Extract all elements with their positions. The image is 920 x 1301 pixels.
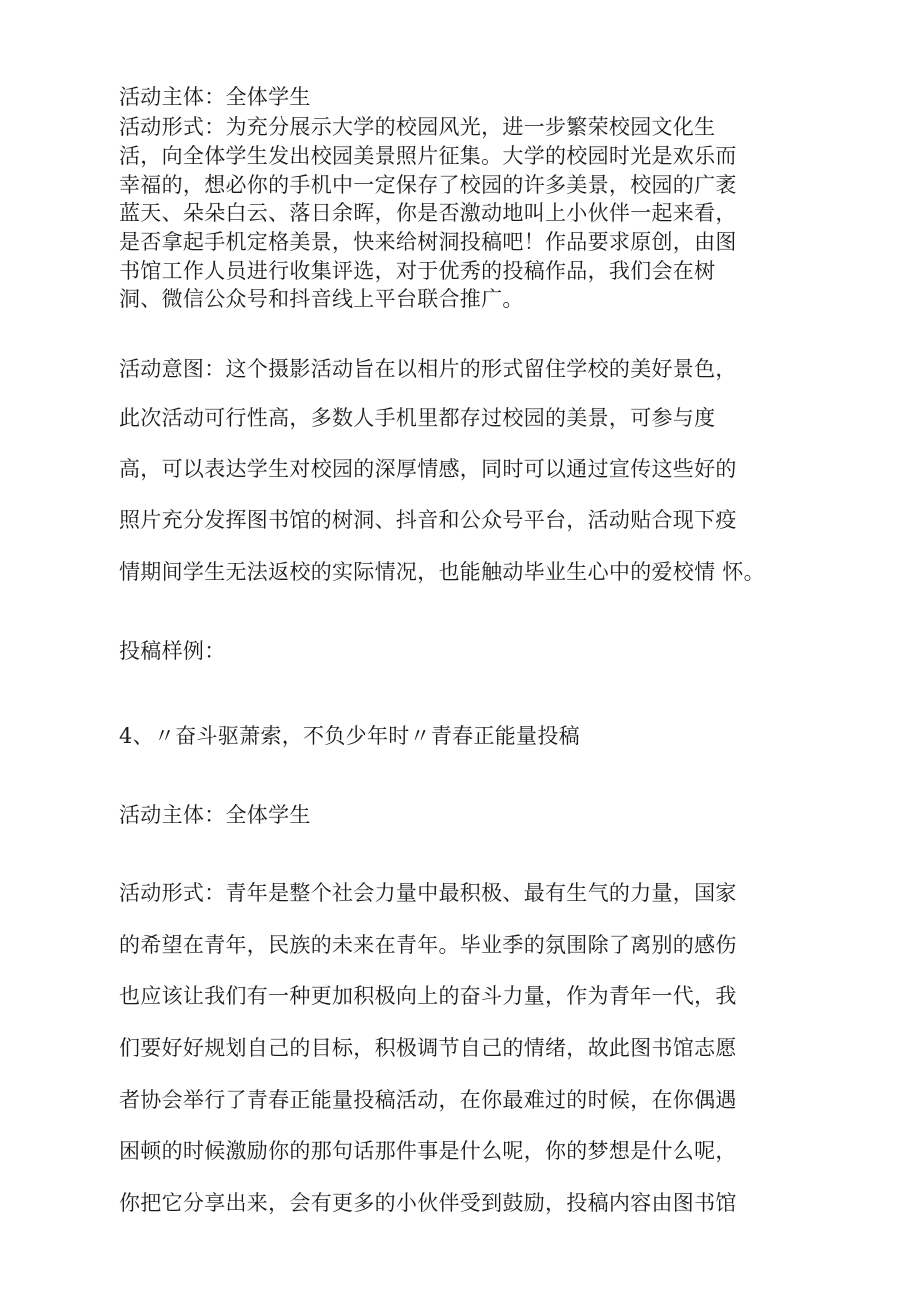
activity-form-line: 幸福的，想必你的手机中一定保存了校园的许多美景，校园的广袤: [119, 173, 737, 197]
activity-subject-2: 活动主体：全体学生: [119, 803, 311, 827]
section-4-form-line: 也应该让我们有一种更加积极向上的奋斗力量，作为青年一代，我: [119, 984, 737, 1008]
activity-intent-line: 活动意图：这个摄影活动旨在以相片的形式留住学校的美好景色，: [119, 357, 737, 381]
activity-subject-1: 活动主体：全体学生: [119, 85, 311, 109]
section-4-form-line: 活动形式：青年是整个社会力量中最积极、最有生气的力量，国家: [119, 881, 737, 905]
activity-form-line: 蓝天、朵朵白云、落日余晖，你是否激动地叫上小伙伴一起来看，: [119, 201, 737, 225]
submission-sample-label: 投稿样例：: [119, 639, 226, 663]
section-4-form-line: 的希望在青年，民族的未来在青年。毕业季的氛围除了离别的感伤: [119, 933, 737, 957]
activity-intent-line: 情期间学生无法返校的实际情况，也能触动毕业生心中的爱校情 怀。: [119, 560, 765, 584]
section-4-form-line: 们要好好规划自己的目标，积极调节自己的情绪，故此图书馆志愿: [119, 1036, 737, 1060]
section-4-heading: 4、〃奋斗驱萧索，不负少年时〃青春正能量投稿: [119, 724, 580, 748]
activity-form-line: 洞、微信公众号和抖音线上平台联合推广。: [119, 287, 524, 311]
activity-form-line: 活，向全体学生发出校园美景照片征集。大学的校园时光是欢乐而: [119, 144, 737, 168]
activity-form-line: 书馆工作人员进行收集评选，对于优秀的投稿作品，我们会在树: [119, 259, 716, 283]
activity-form-line: 活动形式：为充分展示大学的校园风光，进一步繁荣校园文化生: [119, 115, 716, 139]
section-4-form-line: 困顿的时候激励你的那句话那件事是什么呢，你的梦想是什么呢，: [119, 1139, 737, 1163]
activity-form-line: 是否拿起手机定格美景，快来给树洞投稿吧！作品要求原创，由图: [119, 230, 737, 254]
activity-intent-line: 此次活动可行性高，多数人手机里都存过校园的美景，可参与度: [119, 406, 716, 430]
activity-intent-line: 照片充分发挥图书馆的树洞、抖音和公众号平台，活动贴合现下疫: [119, 508, 737, 532]
section-4-form-line: 你把它分享出来，会有更多的小伙伴受到鼓励，投稿内容由图书馆: [119, 1191, 737, 1215]
section-4-form-line: 者协会举行了青春正能量投稿活动，在你最难过的时候，在你偶遇: [119, 1088, 737, 1112]
activity-intent-line: 高，可以表达学生对校园的深厚情感，同时可以通过宣传这些好的: [119, 457, 737, 481]
